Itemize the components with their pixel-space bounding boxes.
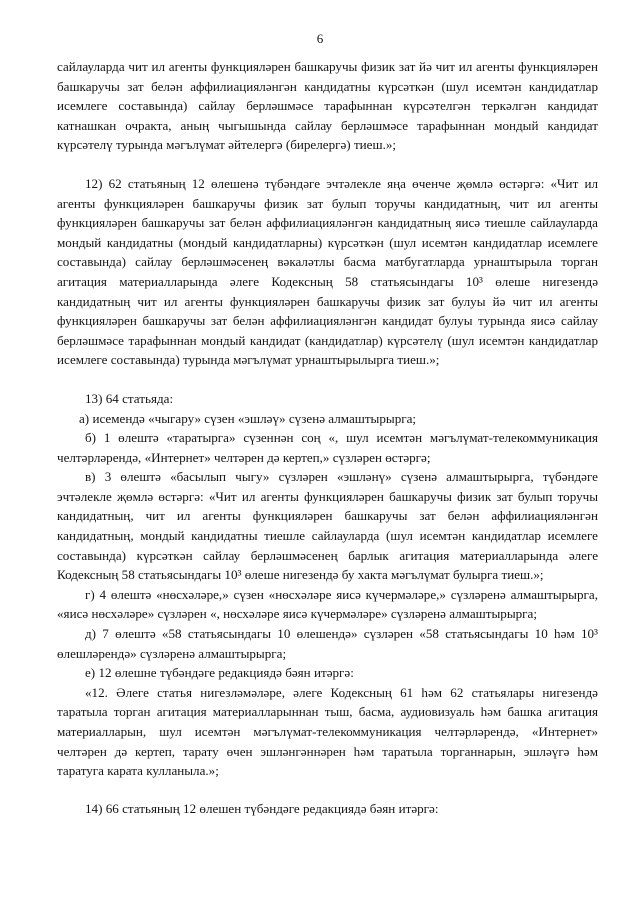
subitem-e: е) 12 өлешне түбәндәге редакциядә бәян итәргә:	[85, 665, 354, 681]
page-number: 6	[316, 31, 324, 46]
subitem-v: в) 3 өлештә «басылып чыгу» сүзләрен «эшләнү» сүзенә алмаштырырга, түбәндәге эчтәлекле җөмлә өстәргә: «Чит ил агенты функцияләрен башкаручы физик зат булып торучы кандидатның, чит ил агенты функцияләрен башкаручы зат белән аффилиацияләнгән кандидатның, мондый кандидатны тиешле сайлауларда (шул исемтән кандидатлар исемлеге составында) күрсәткән сайлау берләшмәсенең барлык агитация материалларында әлеге Кодексның 58 статьясындагы 10³ өлеше нигезендә бу хакта мәгълүмат булырга тиеш.»;	[57, 469, 598, 583]
paragraph-continuation: сайлауларда чит ил агенты функцияләрен башкаручы физик зат йә чит ил агенты функцияләрен башкаручы зат белән аффилиацияләнгән кандидатны күрсәткән (шул исемтән кандидатлар исемлеге составында) сайлау берләшмәсе тарафыннан күрсәтелгән теркәлгән кандидат катнашкан очракта, аның чыгышында сайлау берләшмәсе тарафыннан мондый кандидат күрсәтелү турында мәгълүмат әйтелергә (бирелергә) тиеш.»;	[57, 59, 598, 153]
subitem-a: а) исемендә «чыгару» сүзен «эшләү» сүзенә алмаштырырга;	[79, 410, 417, 426]
paragraph-item-14: 14) 66 статьяның 12 өлешен түбәндәге редакциядә бәян итәргә:	[85, 800, 439, 816]
paragraph-gap	[57, 155, 598, 174]
paragraph-item-12: 12) 62 статьяның 12 өлешенә түбәндәге эчтәлекле яңа өченче җөмлә өстәргә: «Чит ил агенты функцияләрен башкаручы физик зат булып торучы кандидатның, чит ил агенты функцияләрен башкаручы зат белән аффилиацияләнгән кандидатның яисә тиешле сайлауларда мондый кандидатны (мондый кандидатларны) күрсәткән (шул исемтән кандидатлар исемлеге составында) сайлау берләшмәсенең вәкаләтлы басма матбугатларда урнаштырыла торган агитация материалларында әлеге Кодексның 58 статьясындагы 10³ өлеше нигезендә кандидатның чит ил агенты функцияләрен башкаручы физик зат булуы йә чит ил агенты функцияләрен башкаручы зат белән аффилиацияләнгән кандидат булуы турында яисә сайлау берләшмәсе тарафыннан мондый кандидат (кандидатлар) күрсәтелү (шул исемтән кандидатлар исемлеге составында) турында мәгълүмат урнаштырылырга тиеш.»;	[57, 175, 598, 368]
document-body	[57, 57, 598, 818]
subitem-g: г) 4 өлештә «нөсхәләре,» сүзен «нөсхәләре яисә күчермәләре,» сүзләренә алмаштырырга, «яисә нөсхәләре» сүзләрен «, нөсхәләре яисә күчермәләре» сүзләренә алмаштырырга;	[57, 586, 598, 622]
quoted-part-12: «12. Әлеге статья нигезләмәләре, әлеге Кодексның 61 һәм 62 статьялары нигезендә таратыла торган агитация материалларыннан тыш, басма, аудиовизуаль һәм башка агитация материалларын, шул исемтән мәгълүмат-телекоммуникация челтәрләрендә, «Интернет» челтәрен дә кертеп, тарату өчен эшләнгәннәрен һәм таратыла торганнарын, эшләүгә һәм таратуга карата кулланыла.»;	[57, 684, 598, 779]
subitem-b: б) 1 өлештә «таратырга» сүзеннән соң «, шул исемтән мәгълүмат-телекоммуникация челтәрләрендә, «Интернет» челтәрен дә кертеп,» сүзләрен өстәргә;	[57, 430, 598, 465]
paragraph-gap	[57, 370, 598, 389]
paragraph-item-13: 13) 64 статьяда:	[85, 390, 174, 406]
paragraph-gap	[57, 781, 598, 799]
subitem-d: д) 7 өлештә «58 статьясындагы 10 өлешендә» сүзләрен «58 статьясындагы 10 һәм 10³ өлешләрендә» сүзләренә алмаштырырга;	[57, 626, 598, 661]
